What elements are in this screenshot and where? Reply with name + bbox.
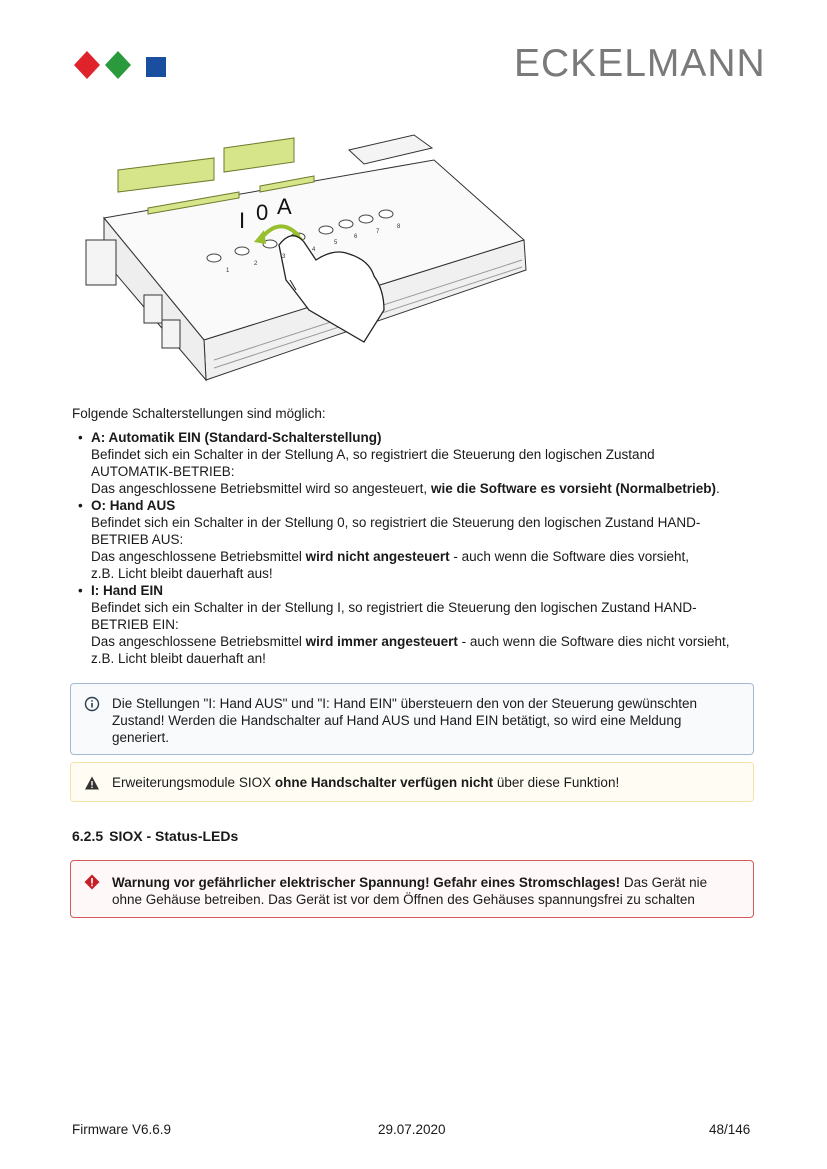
section-heading <box>72 828 238 844</box>
switch-number: 2 <box>254 261 258 267</box>
info-note-text: Die Stellungen "I: Hand AUS" und "I: Hand EIN" übersteuern den von der Steuerung gewünschten Zustand! Werden die Handschalter auf Hand AUS und Hand EIN betätigt, so wird eine Meldung generiert. <box>112 696 698 745</box>
intro-text: Folgende Schalterstellungen sind möglich: <box>72 406 326 421</box>
info-icon <box>84 696 100 712</box>
warning-icon <box>84 775 100 791</box>
switch-label-0: 0 <box>256 200 269 225</box>
list-item: • A: Automatik EIN (Standard-Schalterstellung) Befindet sich ein Schalter in der Stellung A, so registriert die Steuerung den logischen Zustand AUTOMATIK-BETRIEB: Das angeschlossene Betriebsmittel wird so angesteuert, wie die Software es vorsieht (Normalbetrieb). <box>72 429 762 497</box>
eckelmann-logo <box>74 51 168 79</box>
danger-note-text: Warnung vor gefährlicher elektrischer Spannung! Gefahr eines Stromschlages! Das Gerät nie ohne Gehäuse betreiben. Das Gerät ist vor dem Öffnen des Gehäuses spannungsfrei zu schalten <box>112 875 708 907</box>
brand-name: ECKELMANN <box>514 42 766 85</box>
switch-label-a: A <box>277 194 292 219</box>
footer-page-number: 48/146 <box>709 1122 751 1137</box>
info-note <box>70 683 754 755</box>
footer-date: 29.07.2020 <box>378 1122 446 1137</box>
warning-note-text: Erweiterungsmodule SIOX ohne Handschalter verfügen nicht über diese Funktion! <box>112 775 620 790</box>
switch-label-i: I <box>239 208 246 233</box>
switch-number: 8 <box>397 224 401 230</box>
option-title: O: Hand AUS <box>91 498 176 513</box>
switch-number: 3 <box>282 254 286 260</box>
danger-icon <box>84 874 100 890</box>
option-title: A: Automatik EIN (Standard-Schalterstellung) <box>91 430 382 445</box>
option-title: I: Hand EIN <box>91 583 164 598</box>
warning-note <box>70 762 754 802</box>
footer-version: Firmware V6.6.9 <box>72 1122 172 1137</box>
device-illustration <box>64 130 544 400</box>
switch-number: 6 <box>354 234 358 240</box>
switch-number: 4 <box>312 247 316 253</box>
section-title: SIOX - Status-LEDs <box>109 828 239 844</box>
switch-position-list <box>72 429 762 667</box>
switch-number: 7 <box>376 229 380 235</box>
section-number: 6.2.5 <box>72 828 104 844</box>
danger-note <box>70 860 754 918</box>
switch-number: 5 <box>334 240 338 246</box>
list-item: • I: Hand EIN Befindet sich ein Schalter in der Stellung I, so registriert die Steuerung den logischen Zustand HAND- BETRIEB EIN: Das angeschlossene Betriebsmittel wird immer angesteuert - auch wenn die Software dies nicht vorsieht, z.B. Licht bleibt dauerhaft an! <box>72 582 762 667</box>
switch-number: 1 <box>226 268 230 274</box>
list-item: • O: Hand AUS Befindet sich ein Schalter in der Stellung 0, so registriert die Steuerung den logischen Zustand HAND- BETRIEB AUS: Das angeschlossene Betriebsmittel wird nicht angesteuert - auch wenn die Software dies vorsieht, z.B. Licht bleibt dauerhaft aus! <box>72 497 762 582</box>
